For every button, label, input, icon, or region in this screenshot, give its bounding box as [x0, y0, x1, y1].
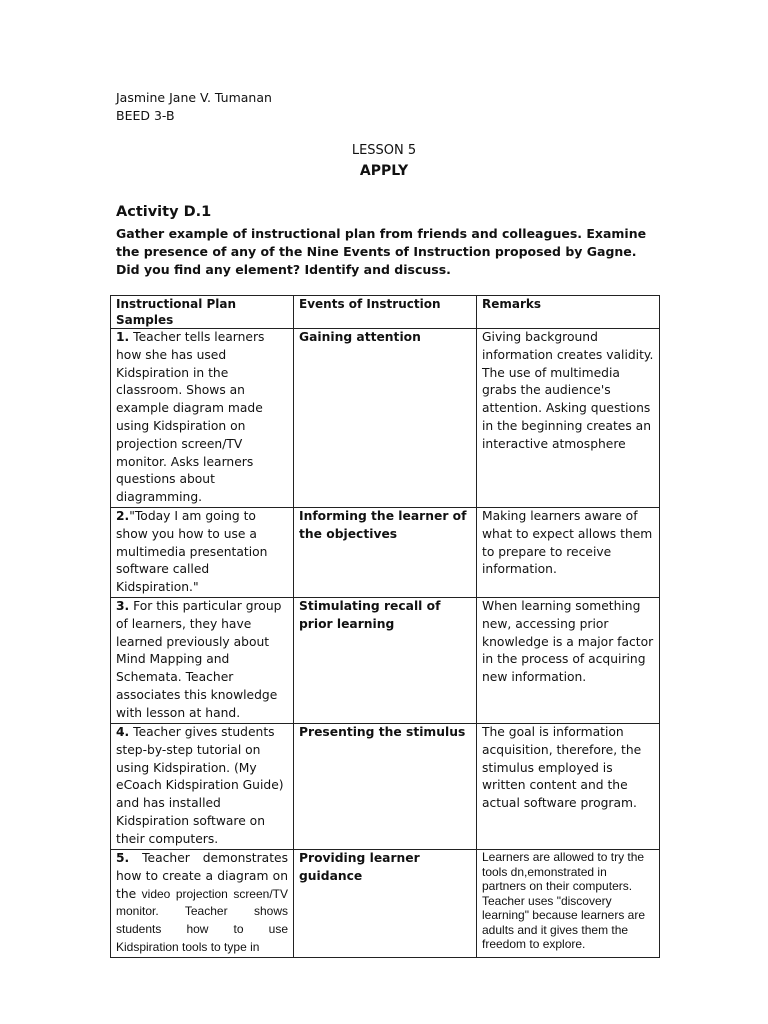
table-row	[111, 850, 660, 958]
row-number: 3.	[116, 599, 130, 613]
student-section: BEED 3-B	[116, 108, 175, 123]
event-cell: Stimulating recall of prior learning	[294, 598, 477, 724]
sample-text: Teacher tells learners how she has used Kidspiration in the classroom. Shows an example diagram made using Kidspiration on projection screen/TV monitor. Asks learners questions about diagramming.	[116, 330, 265, 505]
student-name: Jasmine Jane V. Tumanan	[116, 90, 272, 105]
event-cell: Informing the learner of the objectives	[294, 508, 477, 598]
sample-text-continued: video projection screen/TV monitor. Teacher shows students how to use Kidspiration tools to type in	[116, 886, 288, 954]
row-number: 4.	[116, 725, 130, 739]
student-info	[116, 89, 272, 125]
sample-text: "Today I am going to show you how to use a multimedia presentation software called Kidspiration."	[116, 509, 268, 595]
table-row	[111, 329, 660, 508]
table-header-row	[111, 296, 660, 329]
row-number: 2.	[116, 509, 130, 523]
row-number: 1.	[116, 330, 130, 344]
lesson-number: LESSON 5	[351, 143, 417, 158]
sample-cell	[111, 598, 294, 724]
instructional-plan-table	[110, 295, 660, 958]
activity-title: Activity D.1	[116, 204, 212, 220]
table-row	[111, 598, 660, 724]
sample-cell	[111, 850, 294, 958]
sample-cell	[111, 724, 294, 850]
sample-text: Teacher demonstrates how to create a diagram on the	[116, 851, 288, 901]
event-cell: Gaining attention	[294, 329, 477, 508]
row-number: 5.	[116, 851, 130, 865]
table-row	[111, 724, 660, 850]
event-cell: Presenting the stimulus	[294, 724, 477, 850]
event-cell: Providing learner guidance	[294, 850, 477, 958]
remark-cell: Making learners aware of what to expect allows them to prepare to receive information.	[477, 508, 660, 598]
remark-cell: When learning something new, accessing prior knowledge is a major factor in the process of acquiring new information.	[477, 598, 660, 724]
header-events: Events of Instruction	[294, 296, 477, 329]
remark-cell: Giving background information creates validity. The use of multimedia grabs the audience's attention. Asking questions in the beginning creates an interactive atmosphere	[477, 329, 660, 508]
remark-cell: The goal is information acquisition, therefore, the stimulus employed is written content and the actual software program.	[477, 724, 660, 850]
sample-text: For this particular group of learners, they have learned previously about Mind Mapping and Schemata. Teacher associates this knowledge with lesson at hand.	[116, 599, 282, 720]
remark-cell: Learners are allowed to try the tools dn,emonstrated in partners on their computers. Teacher uses "discovery learning" because learners are adults and it gives them the freedom to explore.	[477, 850, 660, 958]
lesson-title: APPLY	[359, 163, 409, 179]
sample-cell	[111, 508, 294, 598]
sample-cell	[111, 329, 294, 508]
header-samples: Instructional Plan Samples	[111, 296, 294, 329]
sample-text: Teacher gives students step-by-step tutorial on using Kidspiration. (My eCoach Kidspiration Guide) and has installed Kidspiration software on their computers.	[116, 725, 284, 846]
table-row	[111, 508, 660, 598]
activity-instructions: Gather example of instructional plan from friends and colleagues. Examine the presence of any of the Nine Events of Instruction proposed by Gagne. Did you find any element? Identify and discuss.	[116, 226, 647, 277]
header-remarks: Remarks	[477, 296, 660, 329]
